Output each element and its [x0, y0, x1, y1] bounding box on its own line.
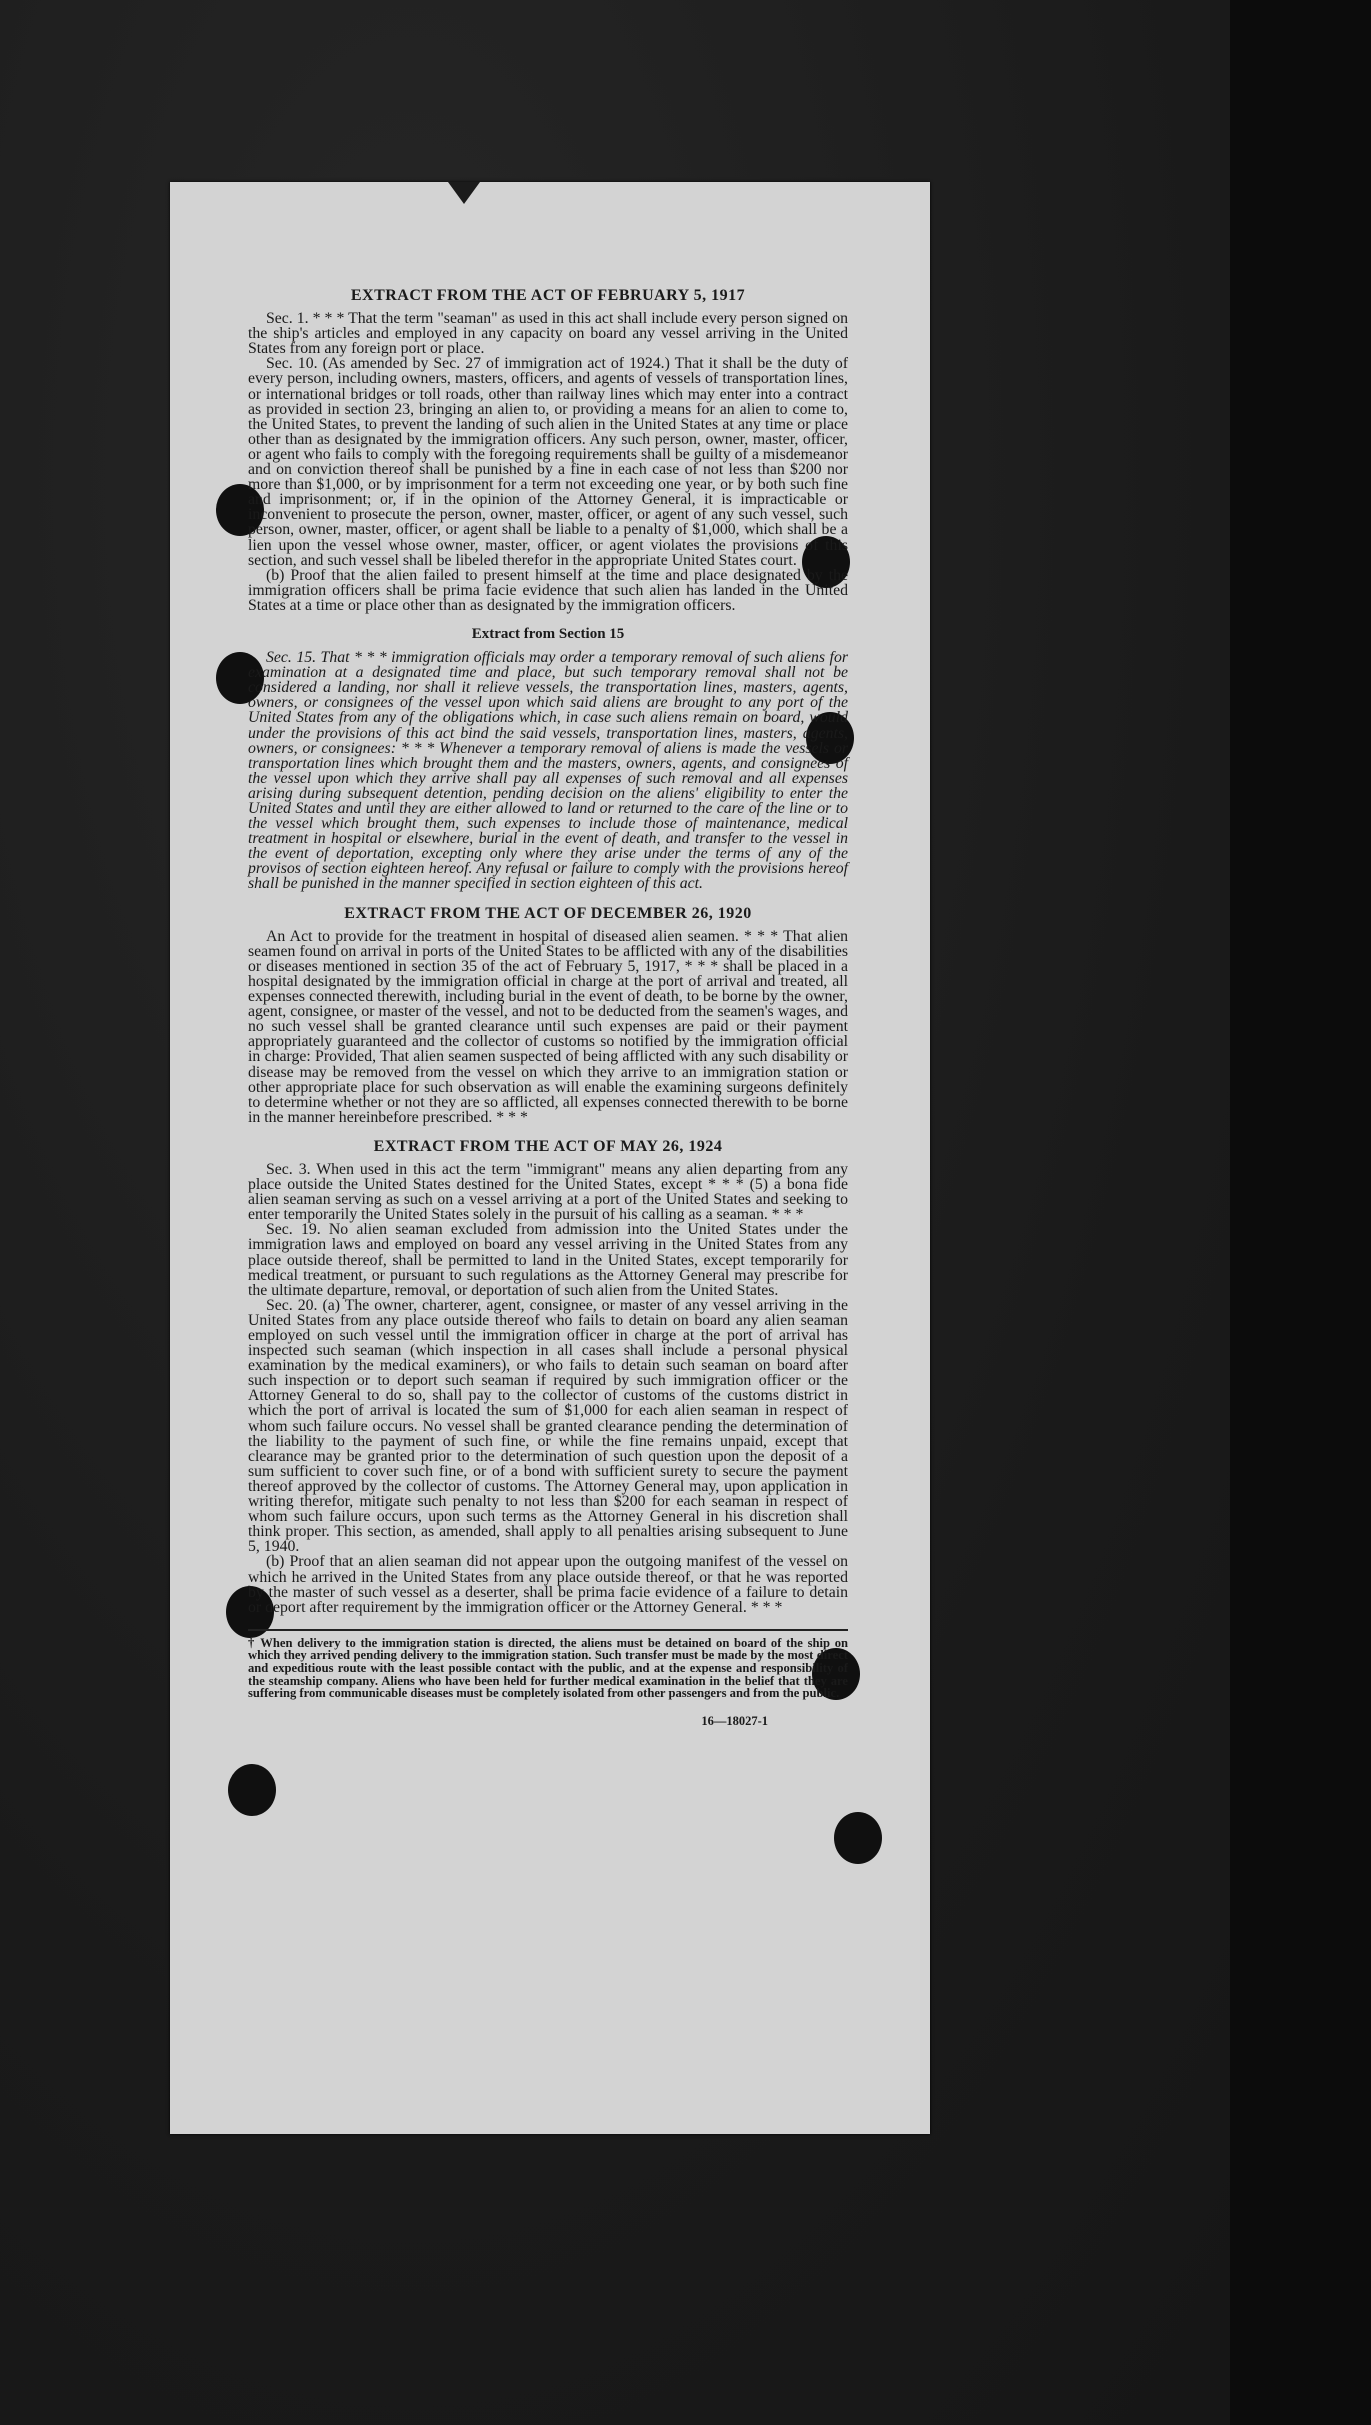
- heading-section-15: Extract from Section 15: [471, 625, 625, 642]
- paragraph-sec-1: Sec. 1. * * * That the term "seaman" as used in this act shall include every person signed on the ship's articles and employed in any capacity on board any vessel arriving in the United States from any foreign port or place.: [248, 310, 848, 358]
- paragraph-sec-10: Sec. 10. (As amended by Sec. 27 of immigration act of 1924.) That it shall be the duty of every person, including owners, masters, officers, and agents of vessels of transportation lines, or international bridges or toll roads, other than railway lines which may enter into a contract as provided in section 23, bringing an alien to, or providing a means for an alien to come to, the United States, to prevent the landing of such alien in the United States at any time or place other than as designated by the immigration officers. Any such person, owner, master, officer, or agent who fails to comply with the foregoing requirements shall be guilty of a misdemeanor and on conviction thereof shall be punished by a fine in each case of not less than $200 nor more than $1,000, or by imprisonment for a term not exceeding one year, or by both such fine and imprisonment; or, if in the opinion of the Attorney General, it is impracticable or inconvenient to prosecute the person, owner, master, officer, or agent of any such vessel, such person, owner, master, officer, or agent shall be liable to a penalty of $1,000, which shall be a lien upon the vessel whose owner, master, officer, or agent violates the provisions of this section, and such vessel shall be libeled therefor in the appropriate United States court.: [248, 355, 848, 569]
- paragraph-sec-15: Sec. 15. That * * * immigration officials may order a temporary removal of such aliens for examination at a designated time and place, but such temporary removal shall not be considered a landing, nor shall it relieve vessels, the transportation lines, masters, agents, owners, or consignees of the vessel upon which said aliens are brought to any port of the United States from any of the obligations which, in case such aliens remain on board, would under the provisions of this act bind the said vessels, transportation lines, masters, agents, owners, or consignees: * * * Whenever a temporary removal of aliens is made the vessels or transportation lines which brought them and the masters, owners, agents, and consignees of the vessel upon which they arrive shall pay all expenses of such removal and all expenses arising during subsequent detention, pending decision on the aliens' eligibility to enter the United States and until they are either allowed to land or returned to the care of the line or to the vessel which brought them, such expenses to include those of maintenance, medical treatment in hospital or elsewhere, burial in the event of death, and transfer to the vessel in the event of deportation, excepting only where they arise under the terms of any of the provisos of section eighteen hereof. Any refusal or failure to comply with the provisions hereof shall be punished in the manner specified in section eighteen of this act.: [248, 649, 848, 893]
- document-content: [248, 288, 848, 1729]
- footnote: † When delivery to the immigration station is directed, the aliens must be detained on board of the ship on which they arrived pending delivery to the immigration station. Such transfer must be made by the most direct and expeditious route with the least possible contact with the public, and at the expense and responsibility of the steamship company. Aliens who have been held for further medical examination in the belief that they are suffering from communicable diseases must be completely isolated from other passengers and from the public.: [248, 1635, 848, 1701]
- paragraph-act-1920: An Act to provide for the treatment in hospital of diseased alien seamen. * * * That alien seamen found on arrival in ports of the United States to be afflicted with any of the disabilities or diseases mentioned in section 35 of the act of February 5, 1917, * * * shall be placed in a hospital designated by the immigration official in charge at the port of arrival and treated, all expenses connected therewith, including burial in the event of death, to be borne by the owner, agent, consignee, or master of the vessel, and not to be deducted from the seamen's wages, and no such vessel shall be granted clearance until such expenses are paid or their payment appropriately guaranteed and the collector of customs so notified by the immigration official in charge: Provided, That alien seamen suspected of being afflicted with any such disability or disease may be removed from the vessel on which they arrive to an immigration station or other appropriate place for such observation as will enable the examining surgeons definitely to determine whether or not they are so afflicted, all expenses connected therewith to be borne in the manner hereinbefore prescribed. * * *: [248, 927, 848, 1126]
- document-sheet: [170, 182, 930, 2134]
- punch-hole: [834, 1812, 882, 1864]
- paragraph-sec-20-a: Sec. 20. (a) The owner, charterer, agent, consignee, or master of any vessel arriving in the United States from any place outside thereof who fails to detain on board any alien seaman employed on such vessel until the immigration officer in charge at the port of arrival has inspected such seaman (which inspection in all cases shall include a personal physical examination by the medical examiners), or who fails to detain such seaman on board after such inspection or to deport such seaman if required by such immigration officer or the Attorney General to do so, shall pay to the collector of customs of the customs district in which the port of arrival is located the sum of $1,000 for each alien seaman in respect of whom such failure occurs. No vessel shall be granted clearance pending the determination of the liability to the payment of such fine, or while the fine remains unpaid, except that clearance may be granted prior to the determination of such question upon the deposit of a sum sufficient to cover such fine, or of a bond with sufficient surety to secure the payment thereof approved by the collector of customs. The Attorney General may, upon application in writing therefor, mitigate such penalty to not less than $200 for each seaman in respect of whom such failure occurs, upon such terms as the Attorney General in his discretion shall think proper. This section, as amended, shall apply to all penalties arising subsequent to June 5, 1940.: [248, 1296, 848, 1556]
- paragraph-sec-20-b: (b) Proof that an alien seaman did not appear upon the outgoing manifest of the vessel on which he arrived in the United States from any place outside thereof, or that he was reported by the master of such vessel as a deserter, shall be prima facie evidence of a failure to detain or deport after requirement by the immigration officer or the Attorney General. * * *: [248, 1553, 848, 1616]
- punch-hole: [228, 1764, 276, 1816]
- paragraph-sec-3: Sec. 3. When used in this act the term "immigrant" means any alien departing from any place outside the United States destined for the United States, except * * * (5) a bona fide alien seaman serving as such on a vessel arriving at a port of the United States and seeking to enter temporarily the United States solely in the pursuit of his calling as a seaman. * * *: [248, 1160, 848, 1224]
- paragraph-sec-19: Sec. 19. No alien seaman excluded from admission into the United States under the immigration laws and employed on board any vessel arriving in the United States from any place outside thereof, shall be permitted to land in the United States, except temporarily for medical treatment, or pursuant to such regulations as the Attorney General may prescribe for the ultimate departure, removal, or deportation of such alien from the United States.: [248, 1221, 848, 1299]
- heading-act-1920: EXTRACT FROM THE ACT OF DECEMBER 26, 1920: [344, 904, 752, 922]
- section-act-1917: [248, 311, 848, 613]
- paragraph-sec-10-b: (b) Proof that the alien failed to present himself at the time and place designated by the immigration officers shall be prima facie evidence that such alien has landed in the United States at a time or place other than as designated by the immigration officers.: [248, 566, 848, 614]
- heading-act-1917: EXTRACT FROM THE ACT OF FEBRUARY 5, 1917: [350, 287, 746, 304]
- top-notch: [448, 182, 480, 204]
- footnote-divider: [248, 1629, 848, 1631]
- section-act-1920: [248, 929, 848, 1125]
- section-15: [248, 650, 848, 892]
- section-act-1924: [248, 1162, 848, 1615]
- heading-act-1924: EXTRACT FROM THE ACT OF MAY 26, 1924: [373, 1137, 723, 1155]
- form-number: 16—18027-1: [701, 1713, 768, 1728]
- scan-dark-edge: [1230, 0, 1371, 2425]
